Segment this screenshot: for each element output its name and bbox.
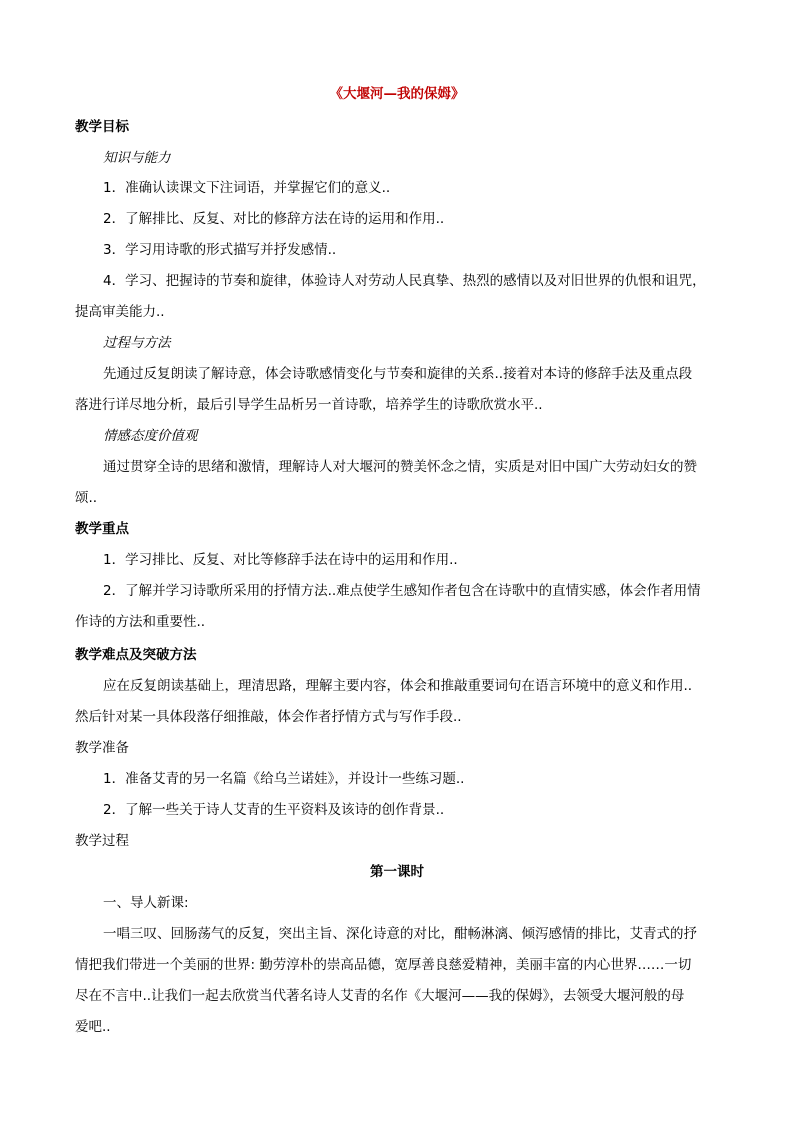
emotion-line-1: 通过贯穿全诗的思绪和激情，理解诗人对大堰河的赞美怀念之情，实质是对旧中国广大劳动妇女的赞 bbox=[103, 459, 697, 475]
process-line-2: 落进行详尽地分析，最后引导学生品析另一首诗歌，培养学生的诗歌欣赏水平.. bbox=[75, 397, 543, 413]
intro-line-1: 一唱三叹、回肠荡气的反复，突出主旨、深化诗意的对比，酣畅淋漓、倾泻感情的排比，艾青式的抒 bbox=[103, 926, 697, 942]
emotion-line-2: 颂.. bbox=[75, 490, 98, 506]
procedure-heading: 教学过程 bbox=[75, 833, 129, 849]
key-points-heading: 教学重点 bbox=[75, 521, 129, 537]
intro-heading: 一、导人新课: bbox=[103, 895, 189, 911]
difficulty-line-1: 应在反复朗读基础上，理清思路，理解主要内容，体会和推敲重要词句在语言环境中的意义和作用.. bbox=[103, 678, 693, 694]
difficulty-heading: 教学难点及突破方法 bbox=[75, 647, 197, 663]
key-point-2-line-2: 作诗的方法和重要性.. bbox=[75, 614, 206, 630]
knowledge-item-4-line-1: 4．学习、把握诗的节奏和旋律，体验诗人对劳动人民真挚、热烈的感情以及对旧世界的仇恨和诅咒， bbox=[103, 273, 706, 289]
intro-line-2: 情把我们带进一个美丽的世界: 勤劳淳朴的崇高品德，宽厚善良慈爱精神，美丽丰富的内心世界……一切 bbox=[75, 957, 692, 973]
knowledge-item-1: 1．准确认读课文下注词语，并掌握它们的意义.. bbox=[103, 180, 391, 196]
intro-line-4: 爱吧.. bbox=[75, 1019, 111, 1035]
process-heading: 过程与方法 bbox=[103, 335, 171, 351]
key-point-1: 1．学习排比、反复、对比等修辞手法在诗中的运用和作用.. bbox=[103, 552, 458, 568]
key-point-2-line-1: 2．了解并学习诗歌所采用的抒情方法..难点使学生感知作者包含在诗歌中的直情实感，体会作者用情 bbox=[103, 583, 701, 599]
knowledge-item-4-line-2: 提高审美能力.. bbox=[75, 304, 165, 320]
intro-line-3: 尽在不言中..让我们一起去欣赏当代著名诗人艾青的名作《大堰河——我的保姆》，去领受大堰河般的母 bbox=[75, 988, 685, 1004]
knowledge-item-2: 2．了解排比、反复、对比的修辞方法在诗的运用和作用.. bbox=[103, 211, 445, 227]
goals-heading: 教学目标 bbox=[75, 119, 129, 135]
process-line-1: 先通过反复朗读了解诗意，体会诗歌感情变化与节奏和旋律的关系..接着对本诗的修辞手法及重点段 bbox=[103, 366, 693, 382]
difficulty-line-2: 然后针对某一具体段落仔细推敲，体会作者抒情方式与写作手段.. bbox=[75, 709, 462, 725]
knowledge-heading: 知识与能力 bbox=[103, 150, 171, 166]
document-title: 《大堰河—我的保姆》 bbox=[329, 86, 465, 102]
preparation-heading: 教学准备 bbox=[75, 740, 129, 756]
preparation-item-2: 2．了解一些关于诗人艾青的生平资料及该诗的创作背景.. bbox=[103, 802, 445, 818]
knowledge-item-3: 3．学习用诗歌的形式描写并抒发感情.. bbox=[103, 242, 337, 258]
lesson-heading: 第一课时 bbox=[370, 864, 424, 880]
emotion-heading: 情感态度价值观 bbox=[103, 428, 198, 444]
preparation-item-1: 1．准备艾青的另一名篇《给乌兰诺娃》，并设计一些练习题.. bbox=[103, 771, 465, 787]
